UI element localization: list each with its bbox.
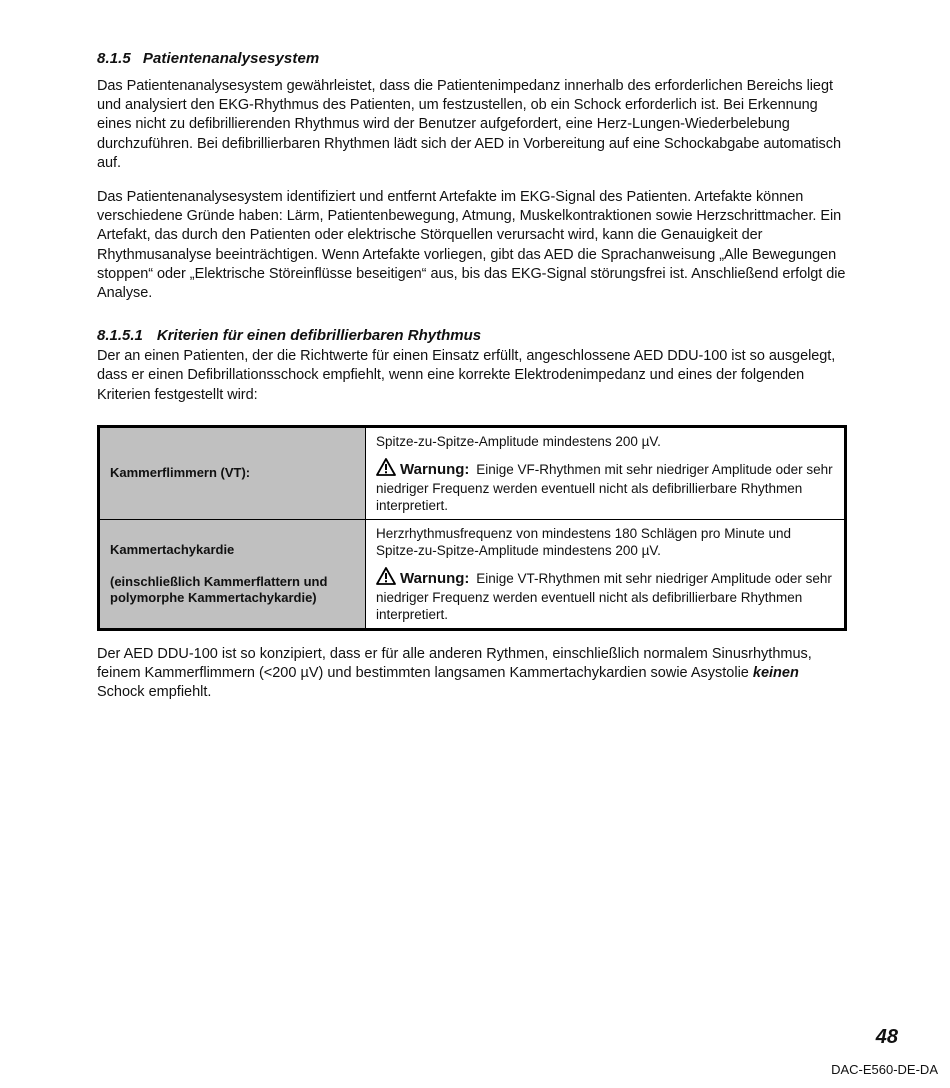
criterion-name-note: (einschließlich Kammerflattern und polymorphe Kammertachykardie): [110, 573, 328, 605]
page-number: 48: [875, 1026, 898, 1048]
section-paragraph-1: Das Patientenanalysesystem gewährleistet, dass die Patientenimpedanz innerhalb des erforderlichen Bereichs liegt und analysiert den EKG-Rhythmus des Patienten, um festzustellen, ob ein Schock erforderlich ist. Bei Erkennung eines nicht zu defibrillierenden Rhythmus wird der Benutzer aufgefordert, eine Herz-Lungen-Wiederbelebung durchzuführen. Bei defibrillierbaren Rhythmen lädt sich der AED in Vorbereitung auf eine Schockabgabe automatisch auf.: [97, 78, 841, 171]
criterion-name-cell: [99, 519, 366, 629]
closing-text-before: Der AED DDU-100 ist so konzipiert, dass er für alle anderen Rythmen, einschließlich normalem Sinusrhythmus, feinem Kammerflimmern (<200 µV) und bestimmten langsamen Kammertachykardien sowie Asystolie: [97, 645, 812, 682]
section-paragraph-2: Das Patientenanalysesystem identifiziert und entfernt Artefakte im EKG-Signal des Patienten. Artefakte können verschiedene Gründe haben: Lärm, Patientenbewegung, Atmung, Muskelkontraktionen sowie Herzschrittmacher. Ein Artefakt, das durch den Patienten oder elektrische Störquellen verursacht wird, kann die Genauigkeit der Rhythmusanalyse beeinträchtigen. Wenn Artefakte vorliegen, gibt das AED die Sprachanweisung „Alle Bewegungen stoppen“ oder „Elektrische Störeinflüsse beseitigen“ aus, bis das EKG-Signal störungsfrei ist. Anschließend erfolgt die Analyse.: [97, 189, 846, 302]
warning-note: [376, 458, 834, 514]
closing-text-after: Schock empfiehlt.: [97, 684, 212, 701]
section-heading: [97, 50, 847, 67]
page-content: [97, 50, 847, 702]
subsection-intro: Der an einen Patienten, der die Richtwerte für einen Einsatz erfüllt, angeschlossene AED DDU-100 ist so ausgelegt, dass er einen Defibrillationsschock empfiehlt, wenn eine korrekte Elektrodenimpedanz und eines der folgenden Kriterien festgestellt wird:: [97, 348, 836, 403]
criterion-description-cell: [366, 519, 846, 629]
criterion-requirement: Herzrhythmusfrequenz von mindestens 180 Schlägen pro Minute und Spitze-zu-Spitze-Amplitude mindestens 200 µV.: [376, 525, 791, 558]
warning-note: [376, 567, 834, 623]
table-row: [99, 426, 846, 519]
closing-emphasis: keinen: [752, 665, 799, 682]
warning-text: Einige VF-Rhythmen mit sehr niedriger Amplitude oder sehr niedriger Frequenz werden eventuell nicht als defibrillierbare Rhythmen interpretiert.: [376, 461, 833, 513]
subsection-heading: [97, 327, 847, 344]
criteria-table: [97, 425, 847, 631]
criterion-description-cell: [366, 426, 846, 519]
criterion-requirement: Spitze-zu-Spitze-Amplitude mindestens 200 µV.: [376, 433, 661, 449]
table-row: [99, 519, 846, 629]
criterion-name: Kammertachykardie: [110, 541, 235, 557]
subsection-number: 8.1.5.1: [97, 327, 143, 345]
subsection-title: Kriterien für einen defibrillierbaren Rhythmus: [156, 327, 482, 345]
section-title: Patientenanalysesystem: [142, 50, 320, 67]
warning-label: Warnung:: [400, 569, 470, 587]
warning-label: Warnung:: [400, 460, 470, 478]
criterion-name: Kammerflimmern (VT):: [110, 465, 251, 481]
warning-triangle-icon: [376, 458, 396, 480]
warning-text: Einige VT-Rhythmen mit sehr niedriger Amplitude oder sehr niedriger Frequenz werden eventuell nicht als defibrillierbare Rhythmen interpretiert.: [376, 570, 832, 622]
document-code: DAC-E560-DE-DA: [831, 1062, 938, 1077]
warning-triangle-icon: [376, 567, 396, 589]
closing-paragraph: [97, 645, 847, 703]
criterion-name-cell: [99, 426, 366, 519]
section-number: 8.1.5: [97, 50, 131, 67]
